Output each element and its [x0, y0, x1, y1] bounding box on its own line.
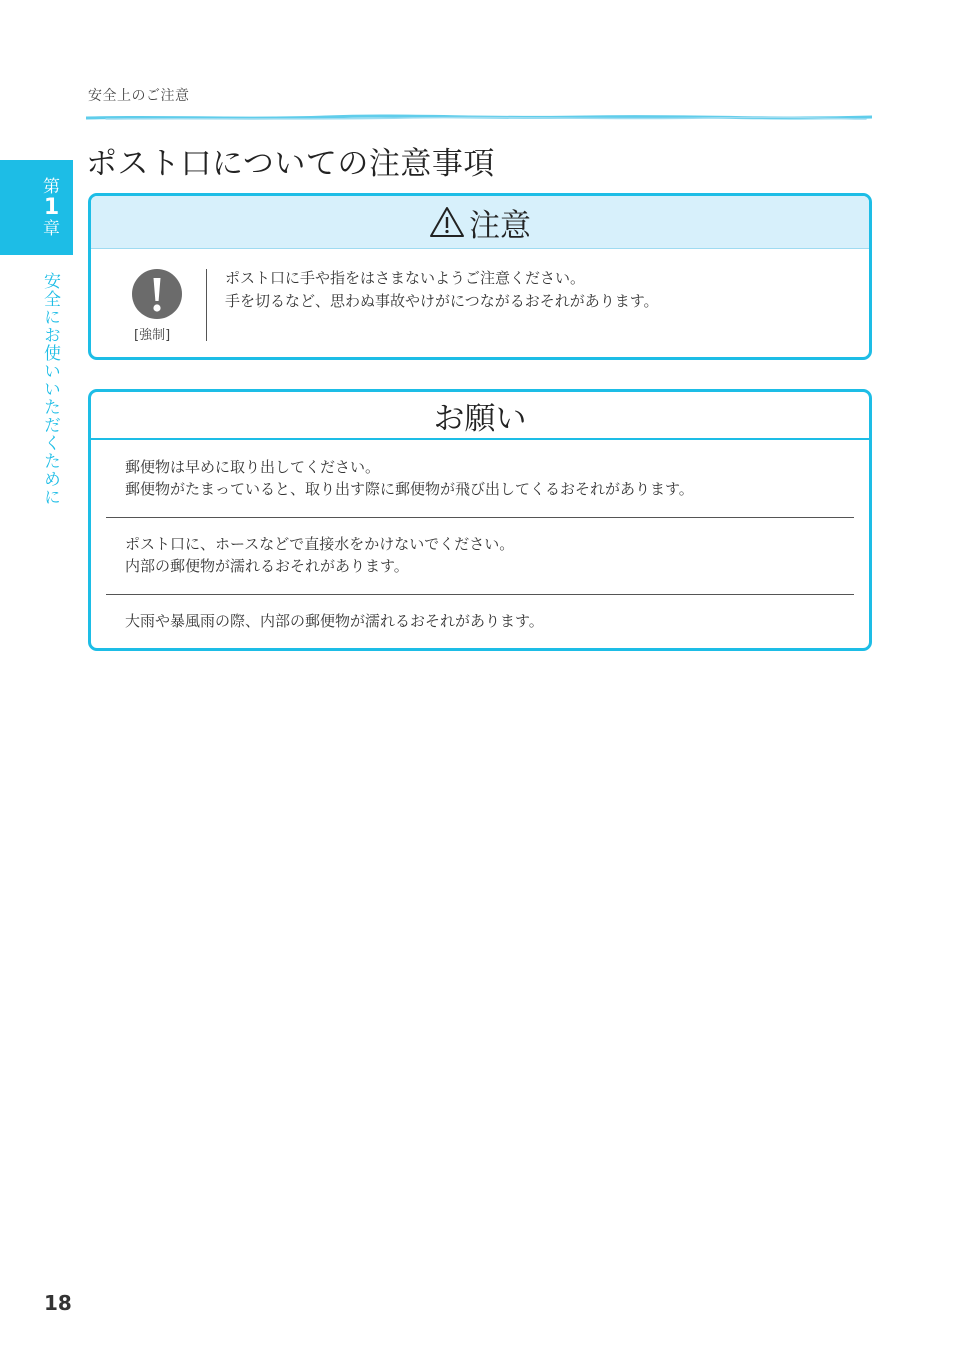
breadcrumb: 安全上のご注意: [88, 88, 190, 104]
chapter-suffix: 章: [43, 218, 60, 239]
request-item: [125, 533, 514, 577]
caution-box: [88, 193, 872, 360]
caution-divider: [206, 269, 207, 341]
caution-title: 注意: [469, 207, 531, 244]
request-line: 郵便物は早めに取り出してください。: [125, 458, 381, 476]
chapter-number: 1: [43, 194, 60, 220]
request-item: [125, 610, 544, 632]
caution-text: [225, 267, 659, 313]
request-line: ポスト口に、ホースなどで直接水をかけないでください。: [125, 535, 515, 553]
header-rule: [86, 114, 872, 122]
request-divider: [106, 517, 854, 518]
caution-line: 手を切るなど、思わぬ事故やけがにつながるおそれがあります。: [225, 292, 659, 310]
request-divider: [106, 594, 854, 595]
request-line: 郵便物がたまっていると、取り出す際に郵便物が飛び出してくるおそれがあります。: [125, 480, 694, 498]
request-title: お願い: [433, 400, 527, 437]
request-box: [88, 389, 872, 651]
chapter-side-label: 安全にお使いいただくために: [40, 272, 60, 506]
warning-triangle-icon: [429, 206, 465, 238]
page-number: 18: [44, 1291, 72, 1315]
chapter-prefix: 第: [43, 176, 60, 197]
caution-header: [91, 196, 869, 249]
caution-body: [91, 249, 869, 357]
request-item: [125, 456, 694, 500]
page-title: ポスト口についての注意事項: [86, 146, 495, 182]
request-line: 内部の郵便物が濡れるおそれがあります。: [125, 557, 409, 575]
mandatory-exclamation-icon: [131, 268, 183, 320]
chapter-tab: [0, 160, 73, 255]
request-header: [91, 392, 869, 440]
request-line: 大雨や暴風雨の際、内部の郵便物が濡れるおそれがあります。: [125, 612, 544, 630]
mandatory-label: [強制]: [134, 328, 171, 343]
caution-line: ポスト口に手や指をはさまないようご注意ください。: [225, 269, 586, 287]
